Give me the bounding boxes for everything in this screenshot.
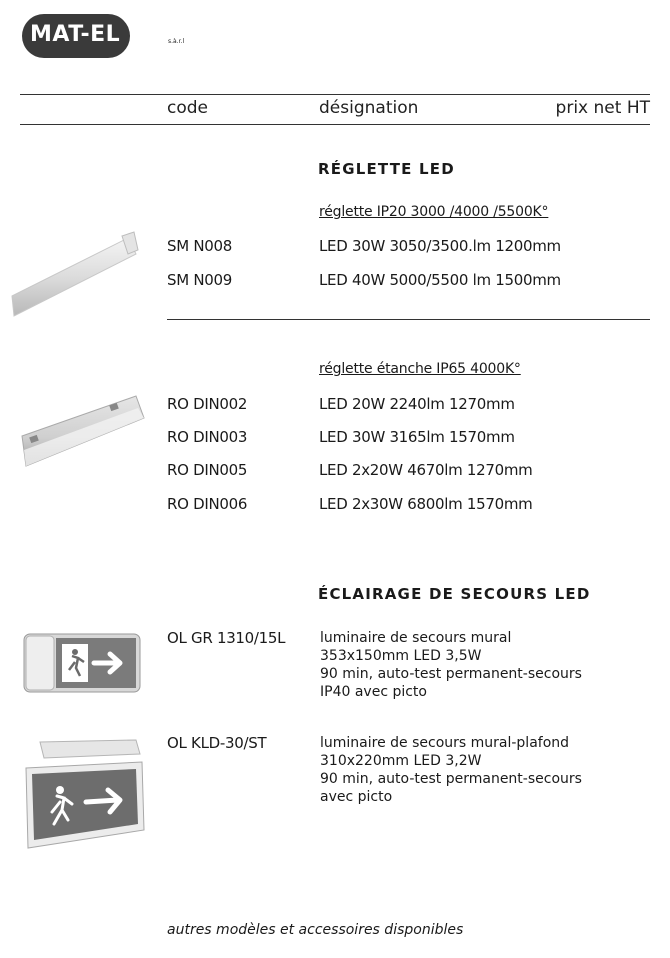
designation-ro-din003: LED 30W 3165lm 1570mm — [319, 428, 515, 446]
brand-logo — [22, 14, 192, 58]
logo-text: MAT-EL — [30, 22, 121, 47]
product-image-reglette-ip65 — [18, 384, 146, 484]
code-ro-din005: RO DIN005 — [167, 461, 248, 479]
subtitle-ip65: réglette étanche IP65 4000K° — [319, 361, 521, 377]
code-ro-din003: RO DIN003 — [167, 428, 248, 446]
subtitle-ip20: réglette IP20 3000 /4000 /5500K° — [319, 204, 549, 220]
code-sm-n009: SM N009 — [167, 271, 232, 289]
code-ro-din006: RO DIN006 — [167, 495, 248, 513]
description-line: avec picto — [320, 789, 393, 805]
header-designation: désignation — [319, 98, 419, 118]
logo-suffix: s.à.r.l — [168, 38, 185, 45]
description-line: IP40 avec picto — [320, 684, 427, 700]
header-bottom-rule — [20, 124, 650, 125]
section-title-secours: ÉCLAIRAGE DE SECOURS LED — [318, 585, 591, 603]
header-price: prix net HT — [555, 98, 650, 118]
description-line: 310x220mm LED 3,2W — [320, 753, 482, 769]
code-sm-n008: SM N008 — [167, 237, 232, 255]
description-line: 90 min, auto-test permanent-secours — [320, 771, 582, 787]
description-line: luminaire de secours mural — [320, 630, 512, 646]
description-ol-gr — [320, 629, 582, 701]
header-top-rule — [20, 94, 650, 95]
description-line: luminaire de secours mural-plafond — [320, 735, 570, 751]
code-ol-kld: OL KLD-30/ST — [167, 734, 267, 752]
designation-ro-din006: LED 2x30W 6800lm 1570mm — [319, 495, 533, 513]
description-line: 90 min, auto-test permanent-secours — [320, 666, 582, 682]
header-code: code — [167, 98, 208, 118]
product-image-ol-kld — [24, 738, 146, 854]
footer-note: autres modèles et accessoires disponibles — [167, 922, 464, 938]
description-line: 353x150mm LED 3,5W — [320, 648, 482, 664]
code-ol-gr: OL GR 1310/15L — [167, 629, 286, 647]
group-divider — [167, 319, 650, 320]
code-ro-din002: RO DIN002 — [167, 395, 248, 413]
section-title-reglette: RÉGLETTE LED — [318, 160, 455, 178]
product-image-reglette-ip20 — [10, 230, 140, 322]
description-ol-kld — [320, 734, 582, 806]
designation-ro-din002: LED 20W 2240lm 1270mm — [319, 395, 515, 413]
designation-sm-n009: LED 40W 5000/5500 lm 1500mm — [319, 271, 561, 289]
designation-sm-n008: LED 30W 3050/3500.lm 1200mm — [319, 237, 561, 255]
designation-ro-din005: LED 2x20W 4670lm 1270mm — [319, 461, 533, 479]
product-image-ol-gr — [22, 628, 144, 698]
